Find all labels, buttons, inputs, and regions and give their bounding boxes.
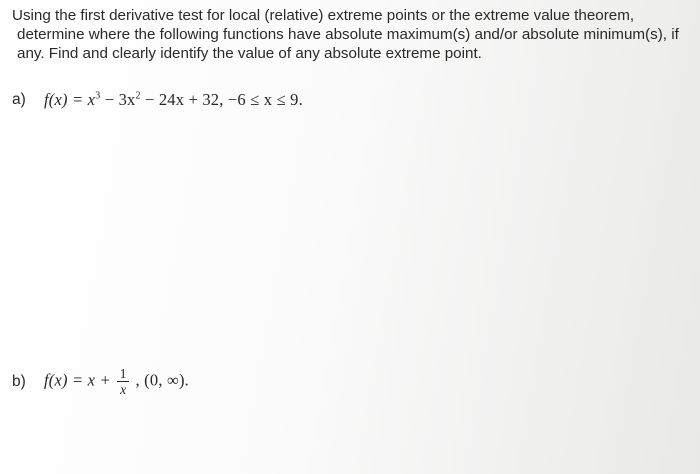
problem-b-fraction-numerator: 1 bbox=[119, 366, 127, 381]
problem-a-exponent-2: 2 bbox=[135, 90, 141, 102]
problem-a-function bbox=[44, 90, 303, 110]
problem-a-fx: f(x) = x bbox=[44, 90, 96, 109]
problem-a-label: a) bbox=[12, 91, 26, 108]
problem-a bbox=[12, 90, 303, 110]
instructions-line-3: any. Find and clearly identify the value of any absolute extreme point. bbox=[17, 45, 482, 62]
problem-a-middle: − 3x bbox=[100, 90, 136, 109]
problem-b bbox=[12, 366, 189, 397]
problem-b-label: b) bbox=[12, 372, 26, 390]
instructions-line-2: determine where the following functions have absolute maximum(s) and/or absolute minimum(s), if bbox=[17, 26, 679, 43]
problem-b-tail: , (0, ∞). bbox=[135, 370, 189, 390]
problem-b-fx: f(x) = x + bbox=[44, 370, 111, 390]
problem-a-tail: − 24x + 32, −6 ≤ x ≤ 9. bbox=[140, 90, 303, 109]
problem-b-function bbox=[44, 366, 189, 397]
problem-b-fraction-denominator: x bbox=[120, 382, 127, 397]
problem-a-exponent-3: 3 bbox=[95, 90, 101, 102]
problem-b-fraction bbox=[117, 366, 129, 397]
instructions-text bbox=[12, 6, 696, 63]
instructions-line-1: Using the first derivative test for local (relative) extreme points or the extreme value theorem, bbox=[12, 7, 635, 24]
